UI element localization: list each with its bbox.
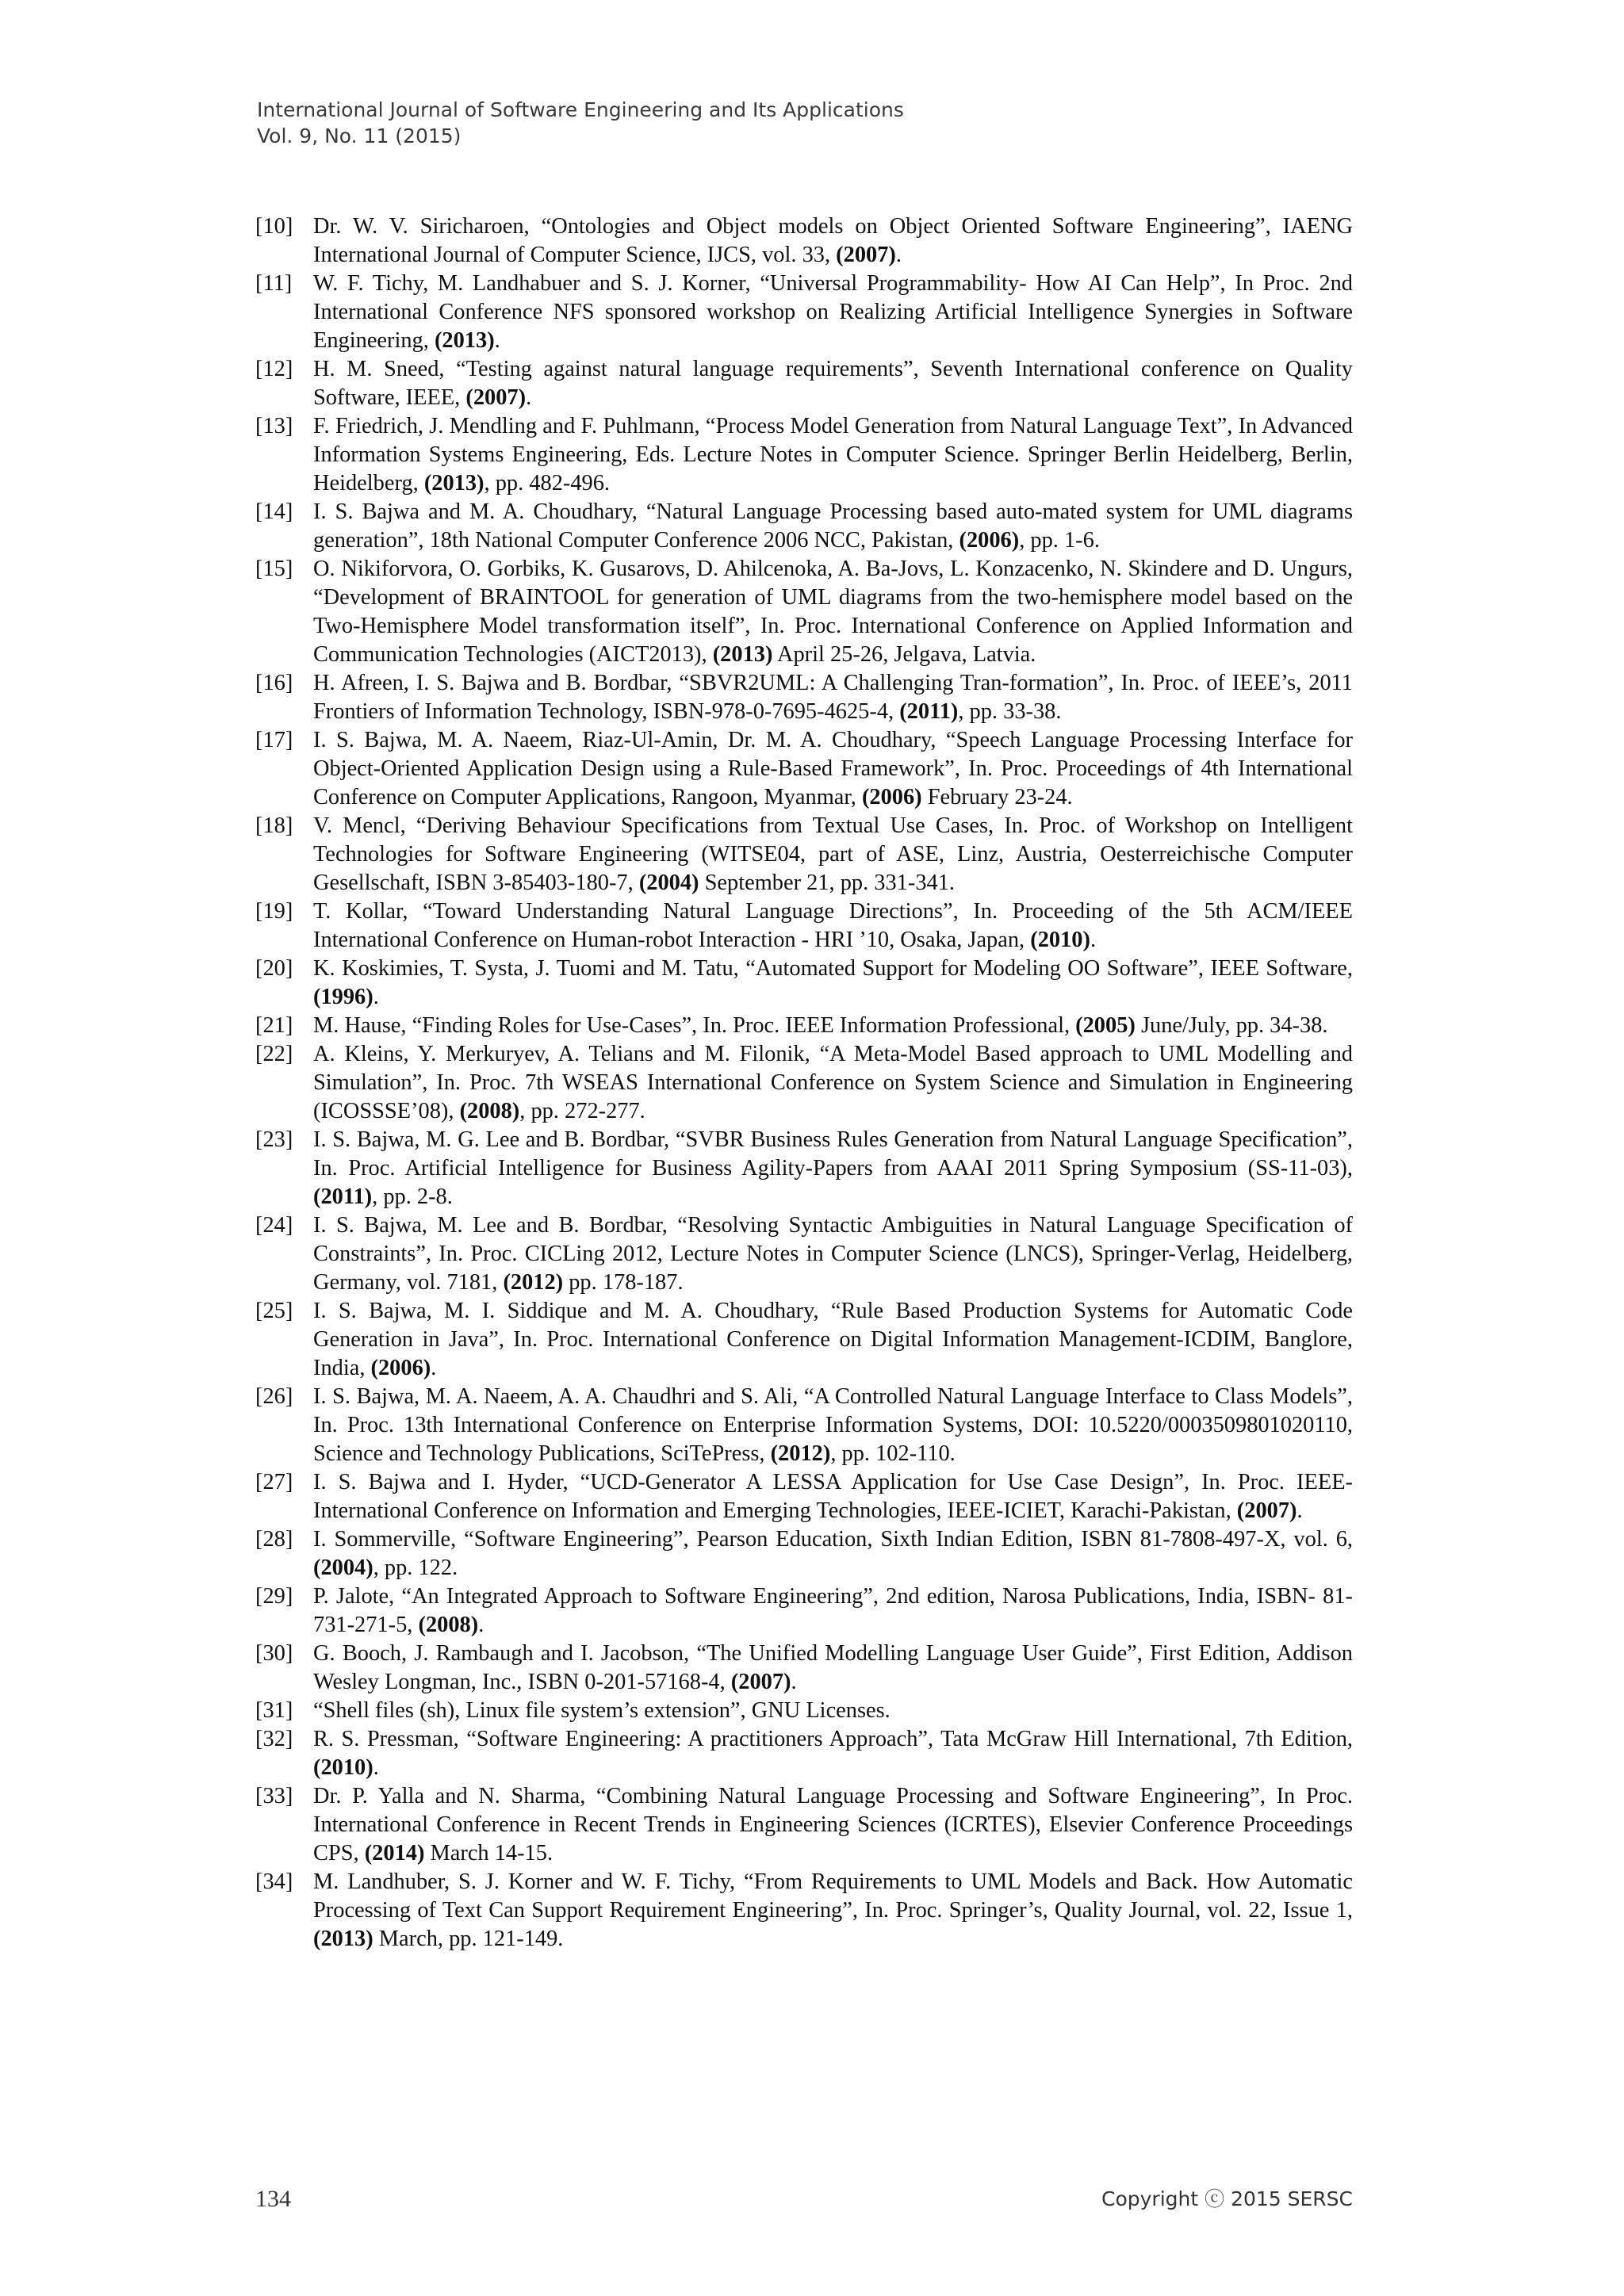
reference-fragment: , pp. 33-38.: [958, 699, 1062, 724]
reference-number: [12]: [255, 357, 293, 381]
reference-text: [313, 726, 1353, 812]
reference-text: [313, 1725, 1353, 1782]
reference-fragment: A. Kleins, Y. Merkuryev, A. Telians and M. Filonik, “A Meta-Model Based approach to UML Modelling and Simulation”, In. Proc. 7th WSEAS International Conference on System Science and Simulation in Engineering (ICOSSSE’08),: [313, 1042, 1353, 1123]
reference-item: [255, 270, 1353, 355]
reference-text: [313, 1525, 1353, 1582]
reference-text: [313, 669, 1353, 726]
reference-fragment: I. Sommerville, “Software Engineering”, Pearson Education, Sixth Indian Edition, ISBN 81-7808-497-X, vol. 6,: [313, 1527, 1353, 1552]
reference-year: (2005): [1075, 1013, 1136, 1038]
reference-fragment: P. Jalote, “An Integrated Approach to Software Engineering”, 2nd edition, Narosa Publications, India, ISBN- 81-731-271-5,: [313, 1584, 1353, 1637]
reference-text: [313, 812, 1353, 897]
reference-year: (2006): [861, 785, 922, 809]
reference-item: [255, 1725, 1353, 1782]
reference-number: [23]: [255, 1127, 293, 1152]
reference-number: [18]: [255, 813, 293, 838]
reference-item: [255, 355, 1353, 412]
reference-year: (2007): [730, 1670, 791, 1694]
reference-text: [313, 355, 1353, 412]
reference-fragment: I. S. Bajwa, M. G. Lee and B. Bordbar, “SVBR Business Rules Generation from Natural Language Specification”, In. Proc. Artificial Intelligence for Business Agility-Papers from AAAI 2011 Spring Symposium (SS-11-03),: [313, 1127, 1353, 1181]
reference-item: [255, 1868, 1353, 1954]
reference-fragment: I. S. Bajwa, M. I. Siddique and M. A. Choudhary, “Rule Based Production Systems for Automatic Code Generation in Java”, In. Proc. International Conference on Digital Information Management-ICDIM, Banglore, India,: [313, 1299, 1353, 1380]
reference-year: (2006): [959, 528, 1020, 553]
reference-text: [313, 1040, 1353, 1126]
reference-fragment: , pp. 2-8.: [372, 1184, 453, 1209]
reference-year: (2004): [638, 871, 699, 895]
reference-number: [15]: [255, 557, 293, 581]
journal-title: International Journal of Software Engineering and Its Applications: [257, 98, 904, 121]
reference-year: (2010): [313, 1755, 373, 1780]
reference-fragment: , pp. 122.: [373, 1556, 458, 1580]
reference-text: [313, 897, 1353, 955]
reference-fragment: I. S. Bajwa, M. Lee and B. Bordbar, “Resolving Syntactic Ambiguities in Natural Language Specification of Constraints”, In. Proc. CICLing 2012, Lecture Notes in Computer Science (LNCS), Springer-Verlag, Heidelberg, Germany, vol. 7181,: [313, 1213, 1353, 1295]
reference-item: [255, 498, 1353, 555]
reference-number: [21]: [255, 1013, 293, 1038]
journal-volume: Vol. 9, No. 11 (2015): [257, 124, 462, 147]
reference-year: (2010): [1030, 928, 1090, 952]
reference-text: [313, 1468, 1353, 1525]
reference-fragment: .: [373, 1755, 379, 1780]
reference-number: [27]: [255, 1470, 293, 1494]
reference-item: [255, 1697, 1353, 1725]
reference-text: [313, 1582, 1353, 1640]
reference-fragment: M. Landhuber, S. J. Korner and W. F. Tichy, “From Requirements to UML Models and Back. How Automatic Processing of Text Can Support Requirement Engineering”, In. Proc. Springer’s, Quality Journal, vol. 22, Issue 1,: [313, 1869, 1353, 1923]
reference-year: (2011): [313, 1184, 373, 1209]
reference-year: (2012): [770, 1441, 831, 1466]
reference-text: [313, 1012, 1353, 1040]
reference-text: [313, 1126, 1353, 1211]
reference-text: [313, 955, 1353, 1012]
reference-year: (2008): [459, 1099, 520, 1123]
reference-text: [313, 1211, 1353, 1297]
reference-item: [255, 1640, 1353, 1697]
reference-fragment: , pp. 482-496.: [484, 471, 611, 496]
reference-item: [255, 955, 1353, 1012]
reference-number: [13]: [255, 414, 293, 438]
reference-year: (2013): [434, 328, 495, 353]
reference-text: [313, 212, 1353, 270]
reference-fragment: R. S. Pressman, “Software Engineering: A practitioners Approach”, Tata McGraw Hill International, 7th Edition,: [313, 1727, 1353, 1751]
reference-fragment: W. F. Tichy, M. Landhabuer and S. J. Korner, “Universal Programmability- How AI Can Help”, In Proc. 2nd International Conference NFS sponsored workshop on Realizing Artificial Intelligence Synergies in Software Engineering,: [313, 271, 1353, 353]
reference-number: [14]: [255, 499, 293, 524]
reference-fragment: K. Koskimies, T. Systa, J. Tuomi and M. Tatu, “Automated Support for Modeling OO Software”, IEEE Software,: [313, 956, 1353, 981]
reference-fragment: M. Hause, “Finding Roles for Use-Cases”, In. Proc. IEEE Information Professional,: [313, 1013, 1076, 1038]
reference-item: [255, 1211, 1353, 1297]
reference-fragment: G. Booch, J. Rambaugh and I. Jacobson, “The Unified Modelling Language User Guide”, First Edition, Addison Wesley Longman, Inc., ISBN 0-201-57168-4,: [313, 1641, 1353, 1694]
reference-fragment: .: [895, 243, 902, 267]
reference-fragment: O. Nikiforvora, O. Gorbiks, K. Gusarovs, D. Ahilcenoka, A. Ba-Jovs, L. Konzacenko, N. Skindere and D. Ungurs, “Development of BRAINTOOL for generation of UML diagrams from the two-hemisphere model based on the Two-Hemisphere Model transformation itself”, In. Proc. International Conference on Applied Information and Communication Technologies (AICT2013),: [313, 557, 1353, 667]
reference-fragment: V. Mencl, “Deriving Behaviour Specifications from Textual Use Cases, In. Proc. of Workshop on Intelligent Technologies for Software Engineering (WITSE04, part of ASE, Linz, Austria, Oesterreichische Computer Gesellschaft, ISBN 3-85403-180-7,: [313, 813, 1353, 895]
reference-year: (2013): [313, 1927, 373, 1951]
reference-number: [19]: [255, 899, 293, 924]
reference-item: [255, 1126, 1353, 1211]
reference-number: [33]: [255, 1784, 293, 1808]
reference-number: [26]: [255, 1384, 293, 1409]
reference-text: [313, 555, 1353, 669]
reference-fragment: F. Friedrich, J. Mendling and F. Puhlmann, “Process Model Generation from Natural Language Text”, In Advanced Information Systems Engineering, Eds. Lecture Notes in Computer Science. Springer Berlin Heidelberg, Berlin, Heidelberg,: [313, 414, 1353, 496]
reference-text: [313, 1640, 1353, 1697]
reference-number: [24]: [255, 1213, 293, 1238]
reference-item: [255, 555, 1353, 669]
reference-year: (1996): [313, 985, 373, 1009]
reference-number: [10]: [255, 214, 293, 239]
reference-fragment: I. S. Bajwa and M. A. Choudhary, “Natural Language Processing based auto-mated system for UML diagrams generation”, 18th National Computer Conference 2006 NCC, Pakistan,: [313, 499, 1353, 553]
reference-fragment: Dr. W. V. Siricharoen, “Ontologies and Object models on Object Oriented Software Engineering”, IAENG International Journal of Computer Science, IJCS, vol. 33,: [313, 214, 1353, 267]
running-header: [257, 97, 904, 149]
reference-text: [313, 412, 1353, 498]
reference-number: [11]: [255, 271, 293, 296]
page-number: 134: [255, 2186, 291, 2212]
reference-item: [255, 726, 1353, 812]
reference-fragment: I. S. Bajwa, M. A. Naeem, A. A. Chaudhri and S. Ali, “A Controlled Natural Language Interface to Class Models”, In. Proc. 13th International Conference on Enterprise Information Systems, DOI: 10.5220/0003509801020110, Science and Technology Publications, SciTePress,: [313, 1384, 1353, 1466]
reference-fragment: .: [478, 1613, 485, 1637]
reference-fragment: .: [1090, 928, 1097, 952]
reference-fragment: June/July, pp. 34-38.: [1135, 1013, 1328, 1038]
reference-year: (2007): [836, 243, 896, 267]
reference-fragment: .: [373, 985, 379, 1009]
reference-fragment: Dr. P. Yalla and N. Sharma, “Combining Natural Language Processing and Software Engineering”, In Proc. International Conference in Recent Trends in Engineering Sciences (ICRTES), Elsevier Conference Proceedings CPS,: [313, 1784, 1353, 1866]
reference-year: (2013): [423, 471, 485, 496]
reference-number: [17]: [255, 728, 293, 752]
reference-fragment: , pp. 1-6.: [1019, 528, 1100, 553]
reference-year: (2011): [899, 699, 959, 724]
reference-text: [313, 498, 1353, 555]
reference-fragment: T. Kollar, “Toward Understanding Natural Language Directions”, In. Proceeding of the 5th ACM/IEEE International Conference on Human-robot Interaction - HRI ’10, Osaka, Japan,: [313, 899, 1353, 952]
reference-fragment: I. S. Bajwa, M. A. Naeem, Riaz-Ul-Amin, Dr. M. A. Choudhary, “Speech Language Processing Interface for Object-Oriented Application Design using a Rule-Based Framework”, In. Proc. Proceedings of 4th International Conference on Computer Applications, Rangoon, Myanmar,: [313, 728, 1353, 809]
reference-year: (2013): [712, 642, 773, 667]
reference-fragment: , pp. 102-110.: [830, 1441, 956, 1466]
reference-item: [255, 1012, 1353, 1040]
reference-year: (2012): [503, 1270, 564, 1295]
reference-item: [255, 1468, 1353, 1525]
reference-fragment: .: [494, 328, 500, 353]
reference-item: [255, 1040, 1353, 1126]
reference-text: [313, 270, 1353, 355]
reference-fragment: .: [1297, 1498, 1303, 1523]
reference-year: (2008): [418, 1613, 479, 1637]
reference-list: [255, 212, 1353, 1954]
reference-fragment: September 21, pp. 331-341.: [699, 871, 956, 895]
reference-item: [255, 897, 1353, 955]
reference-text: [313, 1868, 1353, 1954]
reference-number: [20]: [255, 956, 293, 981]
reference-item: [255, 412, 1353, 498]
reference-year: (2006): [370, 1356, 431, 1380]
reference-number: [31]: [255, 1698, 293, 1723]
reference-fragment: pp. 178-187.: [563, 1270, 684, 1295]
reference-text: [313, 1697, 1353, 1725]
reference-number: [34]: [255, 1869, 293, 1894]
reference-fragment: H. M. Sneed, “Testing against natural language requirements”, Seventh International conference on Quality Software, IEEE,: [313, 357, 1353, 410]
reference-year: (2007): [1236, 1498, 1297, 1523]
reference-year: (2007): [465, 385, 527, 410]
reference-number: [29]: [255, 1584, 293, 1609]
reference-item: [255, 212, 1353, 270]
reference-fragment: .: [526, 385, 532, 410]
copyright-notice: Copyright ⓒ 2015 SERSC: [1101, 2187, 1353, 2210]
reference-fragment: April 25-26, Jelgava, Latvia.: [772, 642, 1036, 667]
reference-fragment: H. Afreen, I. S. Bajwa and B. Bordbar, “SBVR2UML: A Challenging Tran-formation”, In. Proc. of IEEE’s, 2011 Frontiers of Information Technology, ISBN-978-0-7695-4625-4,: [313, 671, 1353, 724]
reference-fragment: .: [791, 1670, 797, 1694]
reference-number: [25]: [255, 1299, 293, 1323]
reference-number: [30]: [255, 1641, 293, 1666]
reference-number: [22]: [255, 1042, 293, 1066]
reference-text: [313, 1782, 1353, 1868]
reference-number: [28]: [255, 1527, 293, 1552]
reference-number: [16]: [255, 671, 293, 695]
reference-item: [255, 669, 1353, 726]
reference-text: [313, 1383, 1353, 1468]
reference-item: [255, 1582, 1353, 1640]
reference-year: (2014): [364, 1841, 425, 1866]
reference-item: [255, 812, 1353, 897]
reference-item: [255, 1782, 1353, 1868]
reference-fragment: March 14-15.: [424, 1841, 553, 1866]
reference-item: [255, 1383, 1353, 1468]
reference-item: [255, 1297, 1353, 1383]
reference-text: [313, 1297, 1353, 1383]
reference-fragment: March, pp. 121-149.: [373, 1927, 564, 1951]
reference-fragment: .: [431, 1356, 437, 1380]
reference-number: [32]: [255, 1727, 293, 1751]
reference-fragment: “Shell files (sh), Linux file system’s extension”, GNU Licenses.: [313, 1698, 891, 1723]
reference-item: [255, 1525, 1353, 1582]
reference-fragment: , pp. 272-277.: [519, 1099, 645, 1123]
reference-fragment: I. S. Bajwa and I. Hyder, “UCD-Generator A LESSA Application for Use Case Design”, In. Proc. IEEE-International Conference on Information and Emerging Technologies, IEEE-ICIET, Karachi-Pakistan,: [313, 1470, 1353, 1523]
reference-fragment: February 23-24.: [921, 785, 1073, 809]
reference-year: (2004): [313, 1556, 373, 1580]
